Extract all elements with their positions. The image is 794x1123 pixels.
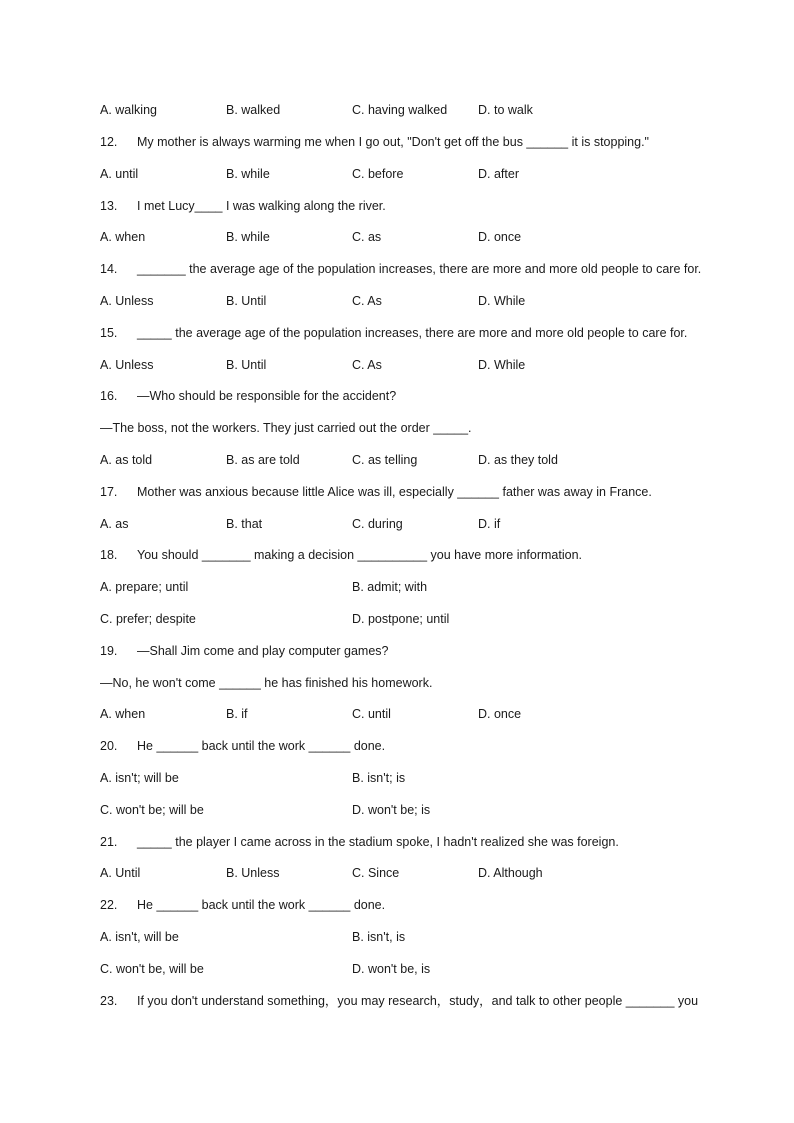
dialogue-text: —The boss, not the workers. They just carried out the order _____. xyxy=(100,421,472,435)
question-number: 19. xyxy=(100,644,118,658)
question-text: If you don't understand something，you may research，study，and talk to other people _______ you xyxy=(137,994,699,1008)
option-b: B. Until xyxy=(226,294,267,308)
question-text: _______ the average age of the population increases, there are more and more old people to care for. xyxy=(137,262,702,276)
option-a: A. isn't, will be xyxy=(100,930,179,944)
question-16 xyxy=(100,387,740,405)
dialogue-line xyxy=(100,674,740,692)
option-b: B. if xyxy=(226,707,248,721)
options-row xyxy=(100,228,740,246)
option-d: D. to walk xyxy=(478,103,533,117)
options-row-two xyxy=(100,801,740,819)
options-row-two xyxy=(100,960,740,978)
options-row xyxy=(100,864,740,882)
options-row xyxy=(100,515,740,533)
option-d: D. won't be; is xyxy=(352,803,431,817)
question-text: You should _______ making a decision __________ you have more information. xyxy=(137,548,582,562)
option-b: B. Until xyxy=(226,358,267,372)
question-15 xyxy=(100,324,740,342)
option-a: A. Unless xyxy=(100,358,154,372)
option-c: C. prefer; despite xyxy=(100,612,196,626)
question-number: 12. xyxy=(100,135,118,149)
question-text: He ______ back until the work ______ done. xyxy=(137,739,386,753)
question-number: 14. xyxy=(100,262,118,276)
option-a: A. Unless xyxy=(100,294,154,308)
options-row xyxy=(100,292,740,310)
option-d: D. once xyxy=(478,707,522,721)
question-19 xyxy=(100,642,740,660)
question-text: _____ the player I came across in the stadium spoke, I hadn't realized she was foreign. xyxy=(137,835,619,849)
question-23 xyxy=(100,992,740,1010)
question-text: He ______ back until the work ______ done. xyxy=(137,898,386,912)
option-b: B. admit; with xyxy=(352,580,428,594)
question-text: —Shall Jim come and play computer games? xyxy=(137,644,389,658)
question-12 xyxy=(100,133,740,151)
options-row-two xyxy=(100,610,740,628)
question-22 xyxy=(100,896,740,914)
options-row xyxy=(100,101,740,119)
option-d: D. postpone; until xyxy=(352,612,450,626)
option-c: C. as xyxy=(352,230,382,244)
option-b: B. isn't; is xyxy=(352,771,406,785)
option-c: C. during xyxy=(352,517,403,531)
question-number: 18. xyxy=(100,548,118,562)
option-a: A. when xyxy=(100,707,146,721)
option-a: A. as told xyxy=(100,453,153,467)
question-17 xyxy=(100,483,740,501)
option-a: A. Until xyxy=(100,866,141,880)
question-number: 16. xyxy=(100,389,118,403)
dialogue-line xyxy=(100,419,740,437)
option-c: C. Since xyxy=(352,866,400,880)
option-b: B. isn't, is xyxy=(352,930,406,944)
option-c: C. won't be; will be xyxy=(100,803,204,817)
option-b: B. while xyxy=(226,230,270,244)
question-text: My mother is always warming me when I go out, "Don't get off the bus ______ it is stopping." xyxy=(137,135,649,149)
options-row xyxy=(100,356,740,374)
option-b: B. while xyxy=(226,167,270,181)
options-row-two xyxy=(100,578,740,596)
question-number: 20. xyxy=(100,739,118,753)
question-18 xyxy=(100,546,740,564)
option-d: D. if xyxy=(478,517,501,531)
option-a: A. prepare; until xyxy=(100,580,189,594)
option-d: D. once xyxy=(478,230,522,244)
options-row xyxy=(100,165,740,183)
question-text: I met Lucy____ I was walking along the river. xyxy=(137,199,386,213)
option-d: D. as they told xyxy=(478,453,558,467)
question-text: _____ the average age of the population increases, there are more and more old people to care for. xyxy=(137,326,688,340)
options-row xyxy=(100,451,740,469)
question-text: —Who should be responsible for the accident? xyxy=(137,389,397,403)
option-d: D. While xyxy=(478,294,526,308)
option-c: C. before xyxy=(352,167,404,181)
options-row-two xyxy=(100,928,740,946)
option-c: C. having walked xyxy=(352,103,448,117)
option-c: C. as telling xyxy=(352,453,418,467)
question-number: 23. xyxy=(100,994,118,1008)
options-row-two xyxy=(100,769,740,787)
options-row xyxy=(100,705,740,723)
option-b: B. that xyxy=(226,517,263,531)
dialogue-text: —No, he won't come ______ he has finished his homework. xyxy=(100,676,433,690)
option-a: A. as xyxy=(100,517,129,531)
question-text: Mother was anxious because little Alice was ill, especially ______ father was away in France. xyxy=(137,485,652,499)
question-number: 17. xyxy=(100,485,118,499)
question-number: 21. xyxy=(100,835,118,849)
question-number: 13. xyxy=(100,199,118,213)
question-number: 22. xyxy=(100,898,118,912)
question-13 xyxy=(100,197,740,215)
option-c: C. As xyxy=(352,294,382,308)
option-a: A. when xyxy=(100,230,146,244)
question-20 xyxy=(100,737,740,755)
option-b: B. walked xyxy=(226,103,281,117)
option-d: D. While xyxy=(478,358,526,372)
option-d: D. Although xyxy=(478,866,543,880)
option-c: C. won't be, will be xyxy=(100,962,204,976)
option-d: D. after xyxy=(478,167,519,181)
question-21 xyxy=(100,833,740,851)
option-b: B. as are told xyxy=(226,453,300,467)
question-number: 15. xyxy=(100,326,118,340)
question-14 xyxy=(100,260,740,278)
option-c: C. As xyxy=(352,358,382,372)
option-a: A. isn't; will be xyxy=(100,771,179,785)
option-d: D. won't be, is xyxy=(352,962,431,976)
option-c: C. until xyxy=(352,707,391,721)
option-b: B. Unless xyxy=(226,866,280,880)
option-a: A. walking xyxy=(100,103,157,117)
option-a: A. until xyxy=(100,167,139,181)
